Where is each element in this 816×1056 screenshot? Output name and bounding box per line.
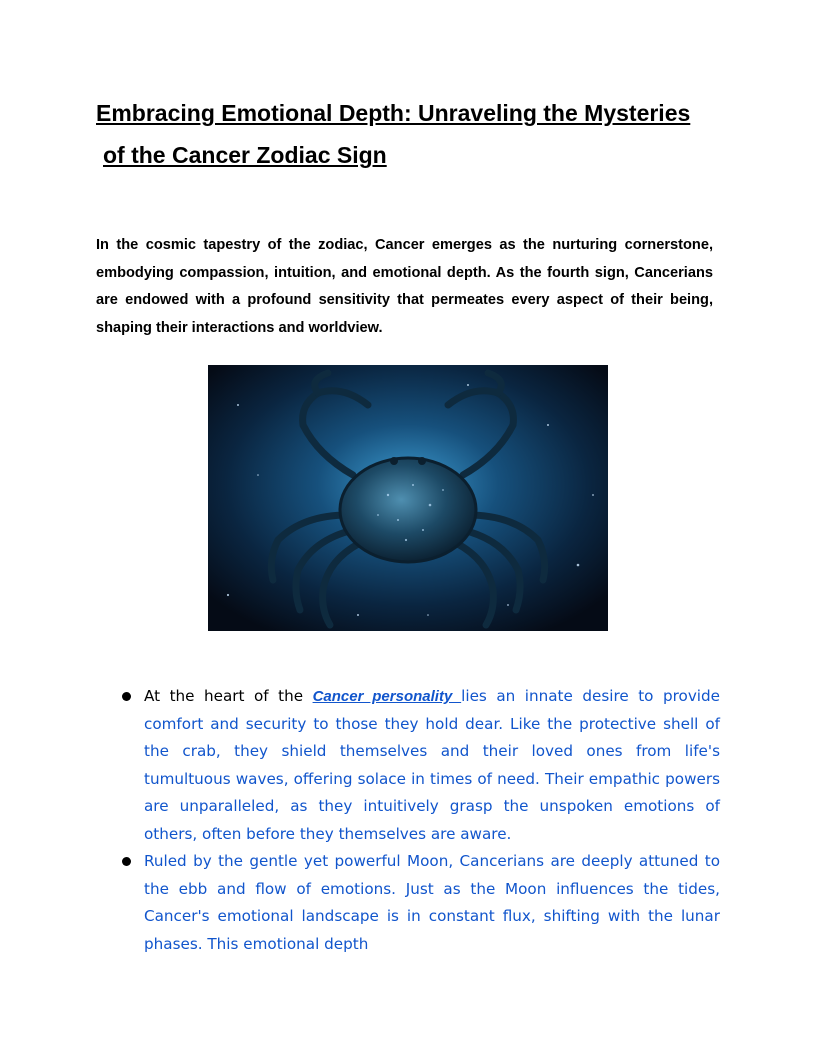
title-line-2: of the Cancer Zodiac Sign — [103, 142, 387, 168]
document-title — [96, 92, 726, 176]
list-item — [144, 683, 720, 848]
bullet-text: Ruled by the gentle yet powerful Moon, Cancerians are deeply attuned to the ebb and flow of emotions. Just as the Moon influences the tides, Cancer's emotional landscape is in constant flux, shifting with the lunar phases. This emotional depth — [144, 852, 720, 953]
bullet-lead-text: At the heart of the — [144, 687, 313, 705]
bullet-dot-icon — [122, 857, 131, 866]
crab-image — [208, 365, 608, 631]
bullet-list — [144, 683, 720, 958]
intro-paragraph: In the cosmic tapestry of the zodiac, Cancer emerges as the nurturing cornerstone, embodying compassion, intuition, and emotional depth. As the fourth sign, Cancerians are endowed with a profound sensitivity that permeates every aspect of their being, shaping their interactions and worldview. — [96, 237, 713, 336]
bullet-text: lies an innate desire to provide comfort and security to those they hold dear. Like the protective shell of the crab, they shield themselves and their loved ones from life's tumultuous waves, offering solace in times of need. Their empathic powers are unparalleled, as they intuitively grasp the unspoken emotions of others, often before they themselves are aware. — [144, 687, 721, 843]
title-line-1: Embracing Emotional Depth: Unraveling the Mysteries — [96, 100, 691, 126]
bullet-dot-icon — [122, 692, 131, 701]
cancer-personality-link[interactable]: Cancer personality — [312, 688, 462, 705]
list-item — [144, 848, 720, 958]
